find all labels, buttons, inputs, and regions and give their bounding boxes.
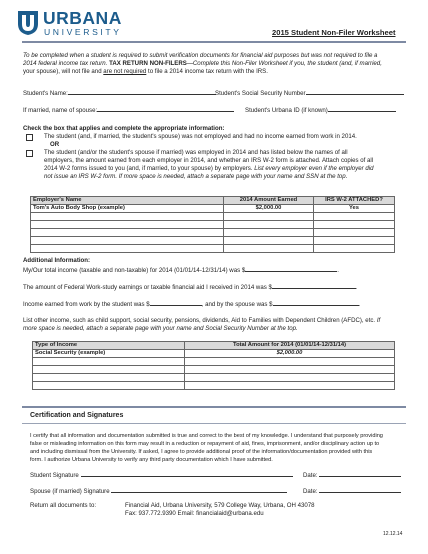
spouse-signature-field[interactable]: Spouse (if married) Signature — [30, 486, 287, 496]
total-income-field[interactable]: My/Our total income (taxable and non-taxable) for 2014 (01/01/14-12/31/14) was $ . — [23, 267, 339, 274]
employer-table-header — [31, 197, 395, 205]
w2-attached-header: IRS W-2 ATTACHED? — [314, 197, 395, 205]
income-example-amount: $2,000.00 — [185, 350, 395, 358]
intro-line-3: your spouse), will not file and are not required to file a 2014 income tax return with the IRS. — [23, 68, 268, 75]
option-employed-line-3: 2014 W-2 forms issued to you (and, if married, to your spouse) by employers. List every employer even if the employer did — [44, 165, 374, 172]
income-total-header: Total Amount for 2014 (01/01/14-12/31/14) — [185, 342, 395, 350]
spouse-date-field[interactable]: Date: — [303, 486, 401, 496]
brand-name: URBANA — [43, 8, 122, 28]
intro-line-1: To be completed when a student is required to submit verification documents for financial aid purposes but was not required to file a — [23, 52, 378, 59]
employer-table — [30, 196, 395, 253]
option-employed-line-4: not issue an IRS W-2 form. If more space is needed, attach a separate page with your name and SSN at the top. — [44, 173, 348, 180]
spouse-name-field[interactable]: If married, name of spouse: — [23, 105, 234, 115]
certification-line-1: I certify that all information and documentation submitted is true and correct to the best of my knowledge. I understand that purposely providing — [30, 433, 383, 439]
income-entry-row[interactable] — [33, 358, 395, 366]
return-label: Return all documents to: — [30, 502, 97, 509]
certification-line-2: false or misleading information on this form may result in a reduction or repayment of aid, fines, imprisonment, and/or disciplinary action up to — [30, 441, 380, 447]
option-employed-line-2: employers, the amount earned from each employer in 2014, and whether an IRS W-2 form is attached. Attach copies of all — [44, 157, 374, 164]
employer-entry-row[interactable] — [31, 221, 395, 229]
employer-entry-row[interactable] — [31, 229, 395, 237]
earned-income-field[interactable]: Income earned from work by the student was $ , and by the spouse was $ . — [23, 301, 361, 308]
income-entry-row[interactable] — [33, 382, 395, 390]
income-example-row — [33, 350, 395, 358]
brand-subtitle: UNIVERSITY — [44, 27, 122, 37]
student-date-field[interactable]: Date: — [303, 470, 401, 480]
income-type-header: Type of Income — [33, 342, 185, 350]
income-table-header — [33, 342, 395, 350]
certification-heading: Certification and Signatures — [30, 412, 124, 419]
employer-example-row — [31, 205, 395, 213]
university-logo-icon — [17, 10, 39, 36]
other-income-line-2: more space is needed, attach a separate page with your name and Social Security Number at the top. — [23, 325, 298, 332]
student-name-field[interactable]: Student's Name: — [23, 88, 216, 98]
certification-line-3: and including dismissal from the University. If asked, I agree to provide additional proof of the information/documentation provided with this — [30, 449, 373, 455]
certification-line-4: form. I authorize Urbana University to verify any third party documentation which I have submitted. — [30, 457, 273, 463]
header-divider — [22, 41, 406, 43]
income-example-type: Social Security (example) — [33, 350, 185, 358]
employer-entry-row[interactable] — [31, 213, 395, 221]
certification-top-divider — [22, 406, 406, 408]
other-income-line-1: List other income, such as child support, social security, pensions, dividends, Aid to Families with Dependent Children (AFDC), etc. If — [23, 317, 381, 324]
employer-example-w2: Yes — [314, 205, 395, 213]
page-title: 2015 Student Non-Filer Worksheet — [272, 28, 396, 37]
ssn-field[interactable]: Student's Social Security Number — [215, 88, 404, 98]
option-not-employed-checkbox[interactable] — [26, 134, 33, 141]
employer-entry-row[interactable] — [31, 245, 395, 253]
check-heading: Check the box that applies and complete the appropriate information: — [23, 125, 225, 132]
certification-divider — [22, 423, 406, 424]
intro-line-2: 2014 federal income tax return. TAX RETURN NON-FILERS—Complete this Non-Filer Worksheet if you, the student (and, if married, — [23, 60, 382, 67]
additional-info-heading: Additional Information: — [23, 257, 91, 264]
option-employed-line-1: The student (and/or the student's spouse if married) was employed in 2014 and has listed below the names of all — [44, 149, 348, 156]
footer-code: 12.12.14 — [383, 531, 403, 537]
employer-name-header: Employer's Name — [31, 197, 224, 205]
or-label: OR — [50, 141, 60, 148]
employer-example-name: Tom's Auto Body Shop (example) — [31, 205, 224, 213]
urbana-id-field[interactable]: Student's Urbana ID (if known) — [245, 105, 396, 115]
student-signature-field[interactable]: Student Signature — [30, 470, 293, 480]
employer-entry-row[interactable] — [31, 237, 395, 245]
income-entry-row[interactable] — [33, 366, 395, 374]
amount-earned-header: 2014 Amount Earned — [224, 197, 314, 205]
option-not-employed-label: The student (and, if married, the student's spouse) was not employed and had no income earned from work in 2014. — [44, 133, 357, 140]
income-entry-row[interactable] — [33, 374, 395, 382]
other-income-table — [32, 341, 395, 390]
option-employed-checkbox[interactable] — [26, 150, 33, 157]
employer-example-amount: $2,000.00 — [224, 205, 314, 213]
return-contact: Fax: 937.772.9390 Email: financialaid@urbana.edu — [125, 510, 264, 517]
return-address: Financial Aid, Urbana University, 579 College Way, Urbana, OH 43078 — [125, 502, 315, 509]
work-study-field[interactable]: The amount of Federal Work-study earnings or taxable financial aid I received in 2014 was $ . — [23, 284, 358, 291]
